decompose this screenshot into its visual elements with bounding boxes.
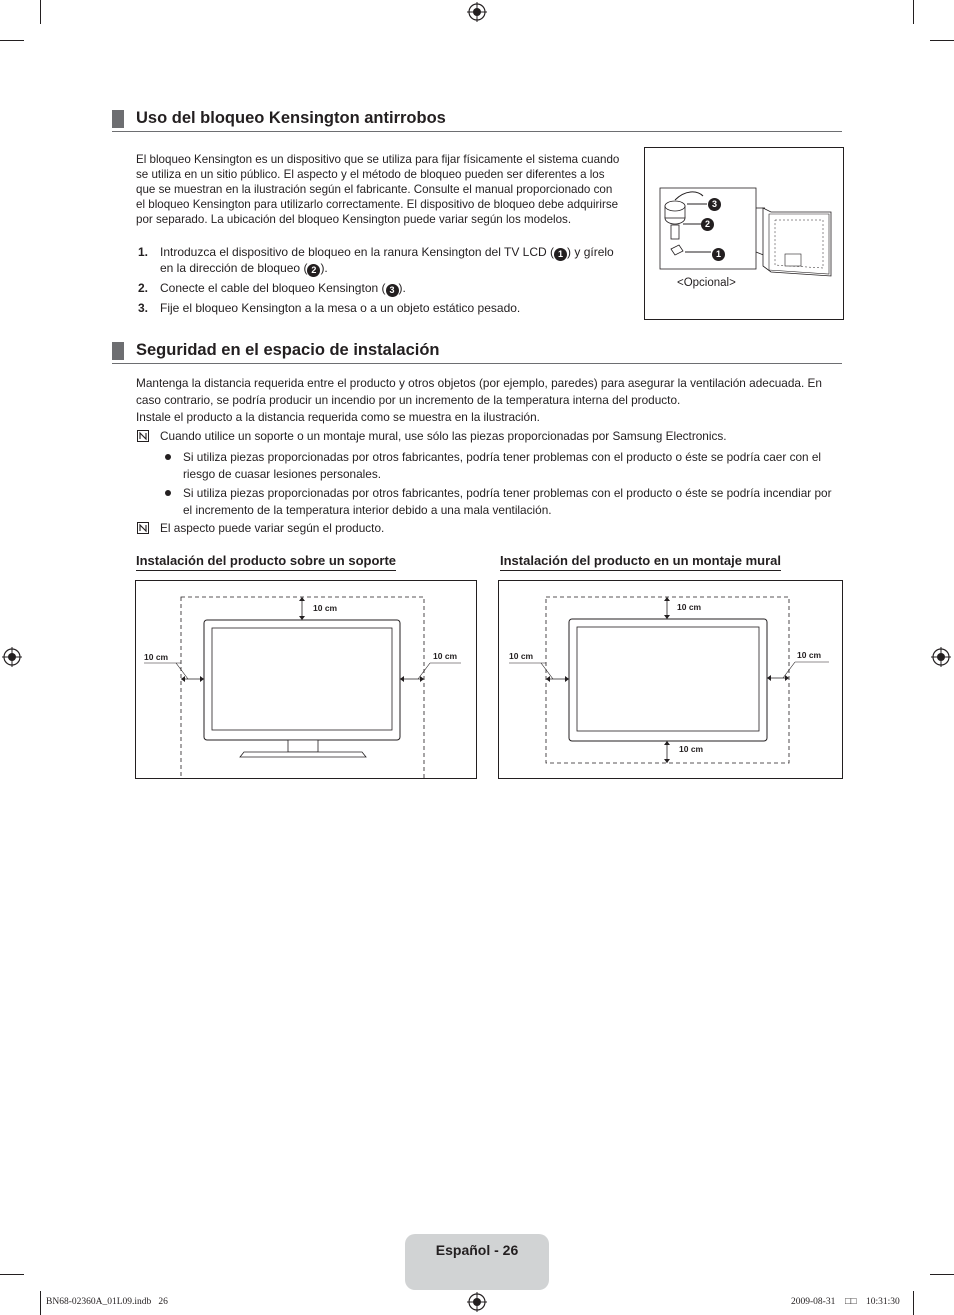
clearance-top-label: 10 cm	[313, 603, 338, 613]
crop-mark	[0, 1274, 24, 1275]
registration-mark-icon	[467, 1292, 487, 1312]
heading-title: Seguridad en el espacio de instalación	[136, 341, 440, 359]
crop-mark	[0, 40, 24, 41]
kensington-intro: El bloqueo Kensington es un dispositivo que se utiliza para fijar físicamente el sistema cuando se utiliza en un sitio público. El aspecto y el método de bloqueo pueden ser diferentes a los que se muestran en la ilustración según el fabricante. Consulte el manual proporcionado con el bloqueo Kensington para utilizarlo correctamente. El dispositivo de bloqueo debe adquirirse por separado. La ubicación del bloqueo Kensington puede variar según los modelos.	[136, 153, 620, 226]
heading-bar	[112, 110, 124, 128]
page-number-tab	[405, 1234, 549, 1290]
step-1-text: Introduzca el dispositivo de bloqueo en la ranura Kensington del TV LCD ( 1 ) y gírelo en la dirección de bloqueo ( 2 ).	[160, 245, 614, 275]
page-number: Español - 26	[435, 1242, 519, 1258]
badge-1-icon: 1	[712, 248, 725, 261]
clearance-bottom-label: 10 cm	[679, 744, 704, 754]
step-number: 2.	[138, 281, 149, 295]
wall-heading: Instalación del producto en un montaje mural	[500, 553, 781, 571]
registration-mark-icon	[931, 647, 951, 667]
crop-mark	[913, 1291, 914, 1315]
footer-file: BN68-02360A_01L09.indb 26	[46, 1297, 168, 1307]
footer-date: 2009-08-31	[791, 1297, 836, 1307]
crop-mark	[930, 1274, 954, 1275]
stand-illustration	[136, 581, 476, 778]
stand-figure	[135, 580, 477, 779]
badge-2-icon: 2	[701, 218, 714, 231]
bullet-icon	[165, 490, 171, 496]
badge-1-icon: 1	[554, 248, 567, 261]
crop-mark	[930, 40, 954, 41]
bullet-1: Si utiliza piezas proporcionadas por otros fabricantes, podría tener problemas con el producto o éste se podría caer con el riesgo de cuasar lesiones personales.	[183, 450, 822, 481]
registration-mark-icon	[467, 2, 487, 22]
note-icon	[137, 430, 149, 442]
clearance-left-label: 10 cm	[144, 652, 169, 662]
heading-bar	[112, 342, 124, 360]
footer-boxes: □□	[845, 1297, 857, 1307]
step-number: 3.	[138, 301, 149, 315]
stand-heading: Instalación del producto sobre un soporte	[136, 553, 396, 571]
step-2-text: Conecte el cable del bloqueo Kensington ( 3 ).	[160, 281, 406, 295]
kensington-figure	[644, 147, 844, 320]
crop-mark	[40, 0, 41, 24]
badge-3-icon: 3	[708, 198, 721, 211]
heading-title: Uso del bloqueo Kensington antirrobos	[136, 109, 446, 127]
crop-mark	[913, 0, 914, 24]
clearance-left-label: 10 cm	[509, 651, 534, 661]
wall-illustration	[499, 581, 842, 778]
clearance-right-label: 10 cm	[433, 651, 458, 661]
bullet-2: Si utiliza piezas proporcionadas por otros fabricantes, podría tener problemas con el producto o éste se podría incendiar por el incremento de la temperatura interior debido a una mala ventilación.	[183, 486, 832, 517]
note-2: El aspecto puede variar según el producto.	[160, 521, 385, 535]
section-heading-kensington	[112, 109, 842, 132]
note-icon	[137, 522, 149, 534]
figure-caption: <Opcional>	[677, 277, 736, 289]
note-1: Cuando utilice un soporte o un montaje mural, use sólo las piezas proporcionadas por Samsung Electronics.	[160, 429, 727, 443]
footer-time: 10:31:30	[866, 1297, 900, 1307]
registration-mark-icon	[2, 647, 22, 667]
section-heading-safety	[112, 341, 842, 364]
badge-2-icon: 2	[307, 264, 320, 277]
crop-mark	[40, 1291, 41, 1315]
clearance-right-label: 10 cm	[797, 650, 822, 660]
kensington-illustration	[645, 148, 843, 319]
badge-3-icon: 3	[386, 284, 399, 297]
safety-paragraph-2: Instale el producto a la distancia requerida como se muestra en la ilustración.	[136, 410, 540, 424]
bullet-icon	[165, 454, 171, 460]
step-3-text: Fije el bloqueo Kensington a la mesa o a un objeto estático pesado.	[160, 301, 521, 315]
wall-figure	[498, 580, 843, 779]
clearance-top-label: 10 cm	[677, 602, 702, 612]
step-number: 1.	[138, 245, 149, 259]
safety-paragraph-1: Mantenga la distancia requerida entre el producto y otros objetos (por ejemplo, paredes) para asegurar la ventilación adecuada. En caso contrario, se podría producir un incendio por un incremento de la temperatura interna del producto.	[136, 376, 822, 407]
